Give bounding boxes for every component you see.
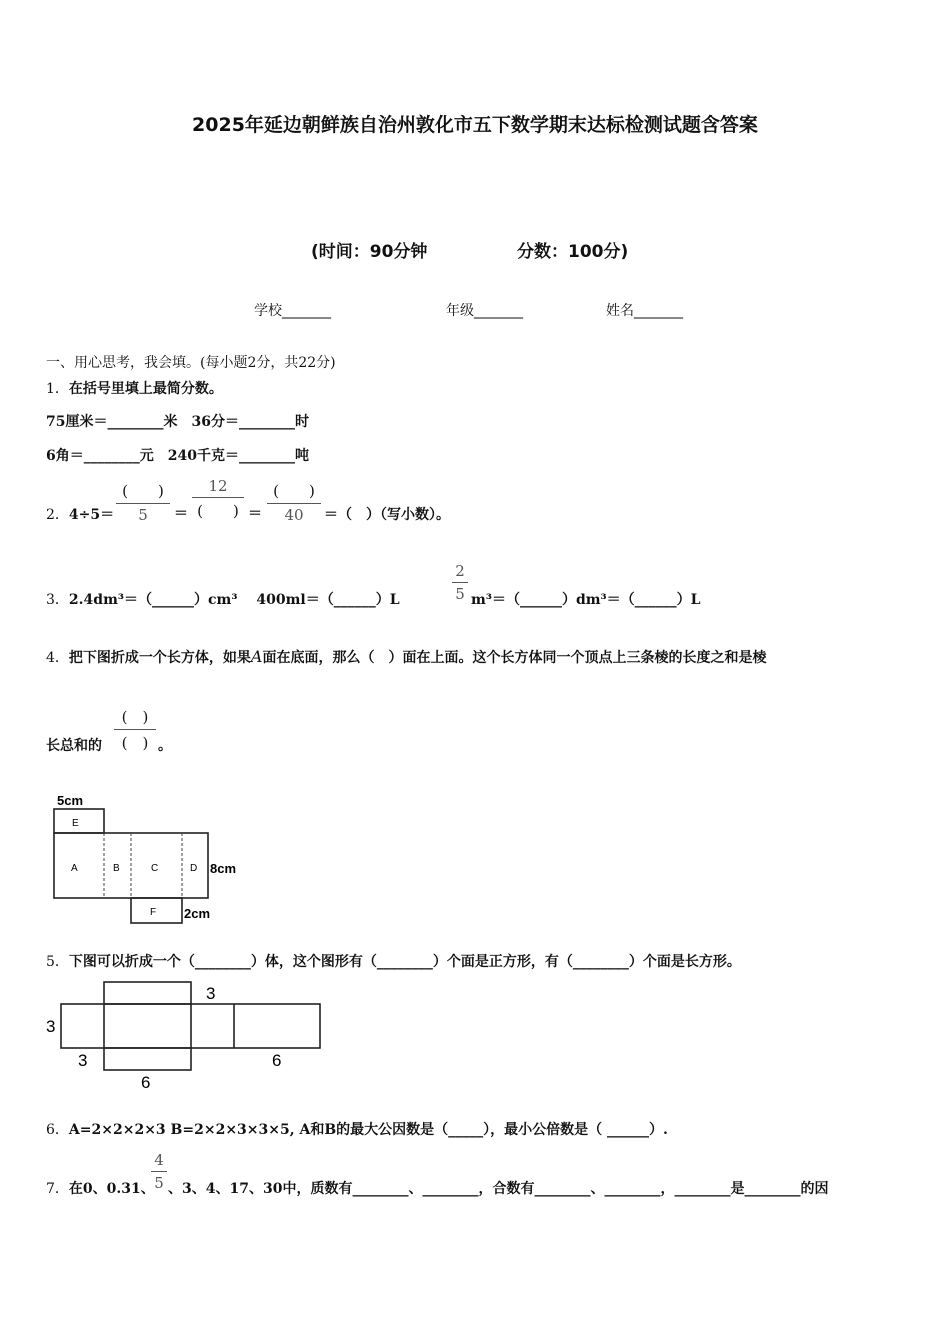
bottom-face-box: [104, 1048, 191, 1070]
fraction-bar: [452, 582, 468, 583]
face-letter: A: [250, 647, 263, 666]
face-f-box: [131, 898, 182, 923]
dimension-label: 3: [46, 1017, 56, 1036]
fraction-denominator: 40: [284, 506, 304, 524]
fraction-numerator: 4: [154, 1151, 164, 1169]
question-text: 2.4dm³＝（______）cm³ 400ml＝（______）L: [68, 592, 400, 608]
dimension-label: 6: [272, 1051, 282, 1070]
face-label: E: [72, 818, 79, 829]
question-4-line-2: 长总和的: [46, 738, 102, 754]
question-1: [46, 378, 223, 398]
question-number: 2．: [46, 507, 69, 523]
question-text: 在括号里填上最简分数。: [68, 381, 223, 397]
question-number: 4．: [46, 650, 69, 666]
section-heading: 一、用心思考，我会填。(每小题2分，共22分): [46, 355, 336, 371]
fraction-blank: [114, 706, 156, 753]
question-number: 3．: [46, 592, 69, 608]
fraction-denominator: 5: [455, 585, 465, 603]
question-2-tail: ＝（ ）（写小数）。: [324, 507, 450, 523]
equals-sign: ＝: [248, 506, 262, 522]
dimension-label: 5cm: [57, 793, 84, 808]
fraction-numerator: 12: [208, 477, 228, 495]
face-label: A: [71, 863, 78, 874]
question-text: 在0、0.31、: [68, 1181, 155, 1197]
fraction-1: [116, 480, 170, 524]
fraction-denominator: ( ): [121, 734, 149, 752]
question-number: 7．: [46, 1181, 69, 1197]
dimension-label: 6: [141, 1073, 151, 1092]
total-score: 分数：100分): [517, 242, 629, 262]
fraction-numerator: ( ): [121, 708, 149, 726]
dimension-label: 3: [206, 984, 216, 1003]
question-text: 把下图折成一个长方体，如果: [68, 650, 251, 666]
question-6: [46, 1119, 668, 1139]
face-label: C: [151, 863, 159, 874]
question-1-line-1: 75厘米＝________米 36分＝________时: [46, 414, 309, 430]
question-text: 4÷5＝: [68, 507, 115, 523]
fraction-bar: [267, 503, 321, 504]
question-1-line-2: 6角＝________元 240千克＝________吨: [46, 448, 309, 464]
question-text: A=2×2×2×3 B=2×2×3×3×5, A和B的最大公因数是（_____），最小公倍数是（ ______）.: [68, 1122, 668, 1138]
period: 。: [158, 738, 172, 754]
face-label: D: [190, 863, 198, 874]
school-field: 学校_______: [254, 303, 331, 319]
fraction-bar: [114, 729, 156, 730]
question-number: 5．: [46, 954, 69, 970]
face-label: F: [150, 907, 157, 918]
question-text: 面在底面，那么（ ）面在上面。这个长方体同一个顶点上三条棱的长度之和是棱: [262, 650, 767, 666]
fraction-denominator: 5: [154, 1174, 164, 1192]
question-number: 1．: [46, 381, 69, 397]
fraction-bar: [151, 1171, 167, 1172]
fraction-denominator: ( ): [197, 502, 239, 520]
question-7-lead: [46, 1178, 155, 1198]
fraction-numerator: 2: [455, 562, 465, 580]
equals-sign: ＝: [174, 506, 188, 522]
time-limit: (时间：90分钟: [311, 242, 428, 262]
question-3-part-1: [46, 589, 400, 609]
fraction-bar: [116, 503, 170, 504]
cuboid-net-figure: [40, 785, 260, 930]
fraction-numerator: ( ): [273, 482, 315, 500]
face-label: B: [113, 863, 120, 874]
fraction-two-fifths: [452, 562, 468, 603]
question-2-lead: [46, 504, 114, 524]
dimension-label: 8cm: [210, 861, 237, 876]
fraction-denominator: 5: [138, 506, 148, 524]
face-e-box: [54, 809, 104, 833]
grade-field: 年级_______: [446, 303, 523, 319]
fraction-3: [267, 480, 321, 524]
question-4-line-1: [46, 647, 766, 667]
question-7-text: 、3、4、17、30中，质数有________、________，合数有________、________，________是________的因: [168, 1181, 829, 1197]
name-field: 姓名_______: [606, 303, 683, 319]
fraction-2: [192, 477, 244, 521]
question-5: [46, 951, 741, 971]
question-number: 6．: [46, 1122, 69, 1138]
fraction-bar: [192, 497, 244, 498]
fraction-four-fifths: [151, 1151, 167, 1192]
dimension-label: 2cm: [184, 906, 211, 921]
top-face-box: [104, 982, 191, 1004]
question-text: 下图可以折成一个（________）体，这个图形有（________）个面是正方形，有（________）个面是长方形。: [68, 954, 741, 970]
dimension-label: 3: [78, 1051, 88, 1070]
prism-net-figure: [40, 975, 330, 1095]
question-3-part-2: m³＝（______）dm³＝（______）L: [471, 592, 701, 608]
page-title: 2025年延边朝鲜族自治州敦化市五下数学期末达标检测试题含答案: [192, 114, 758, 136]
fraction-numerator: ( ): [122, 482, 164, 500]
